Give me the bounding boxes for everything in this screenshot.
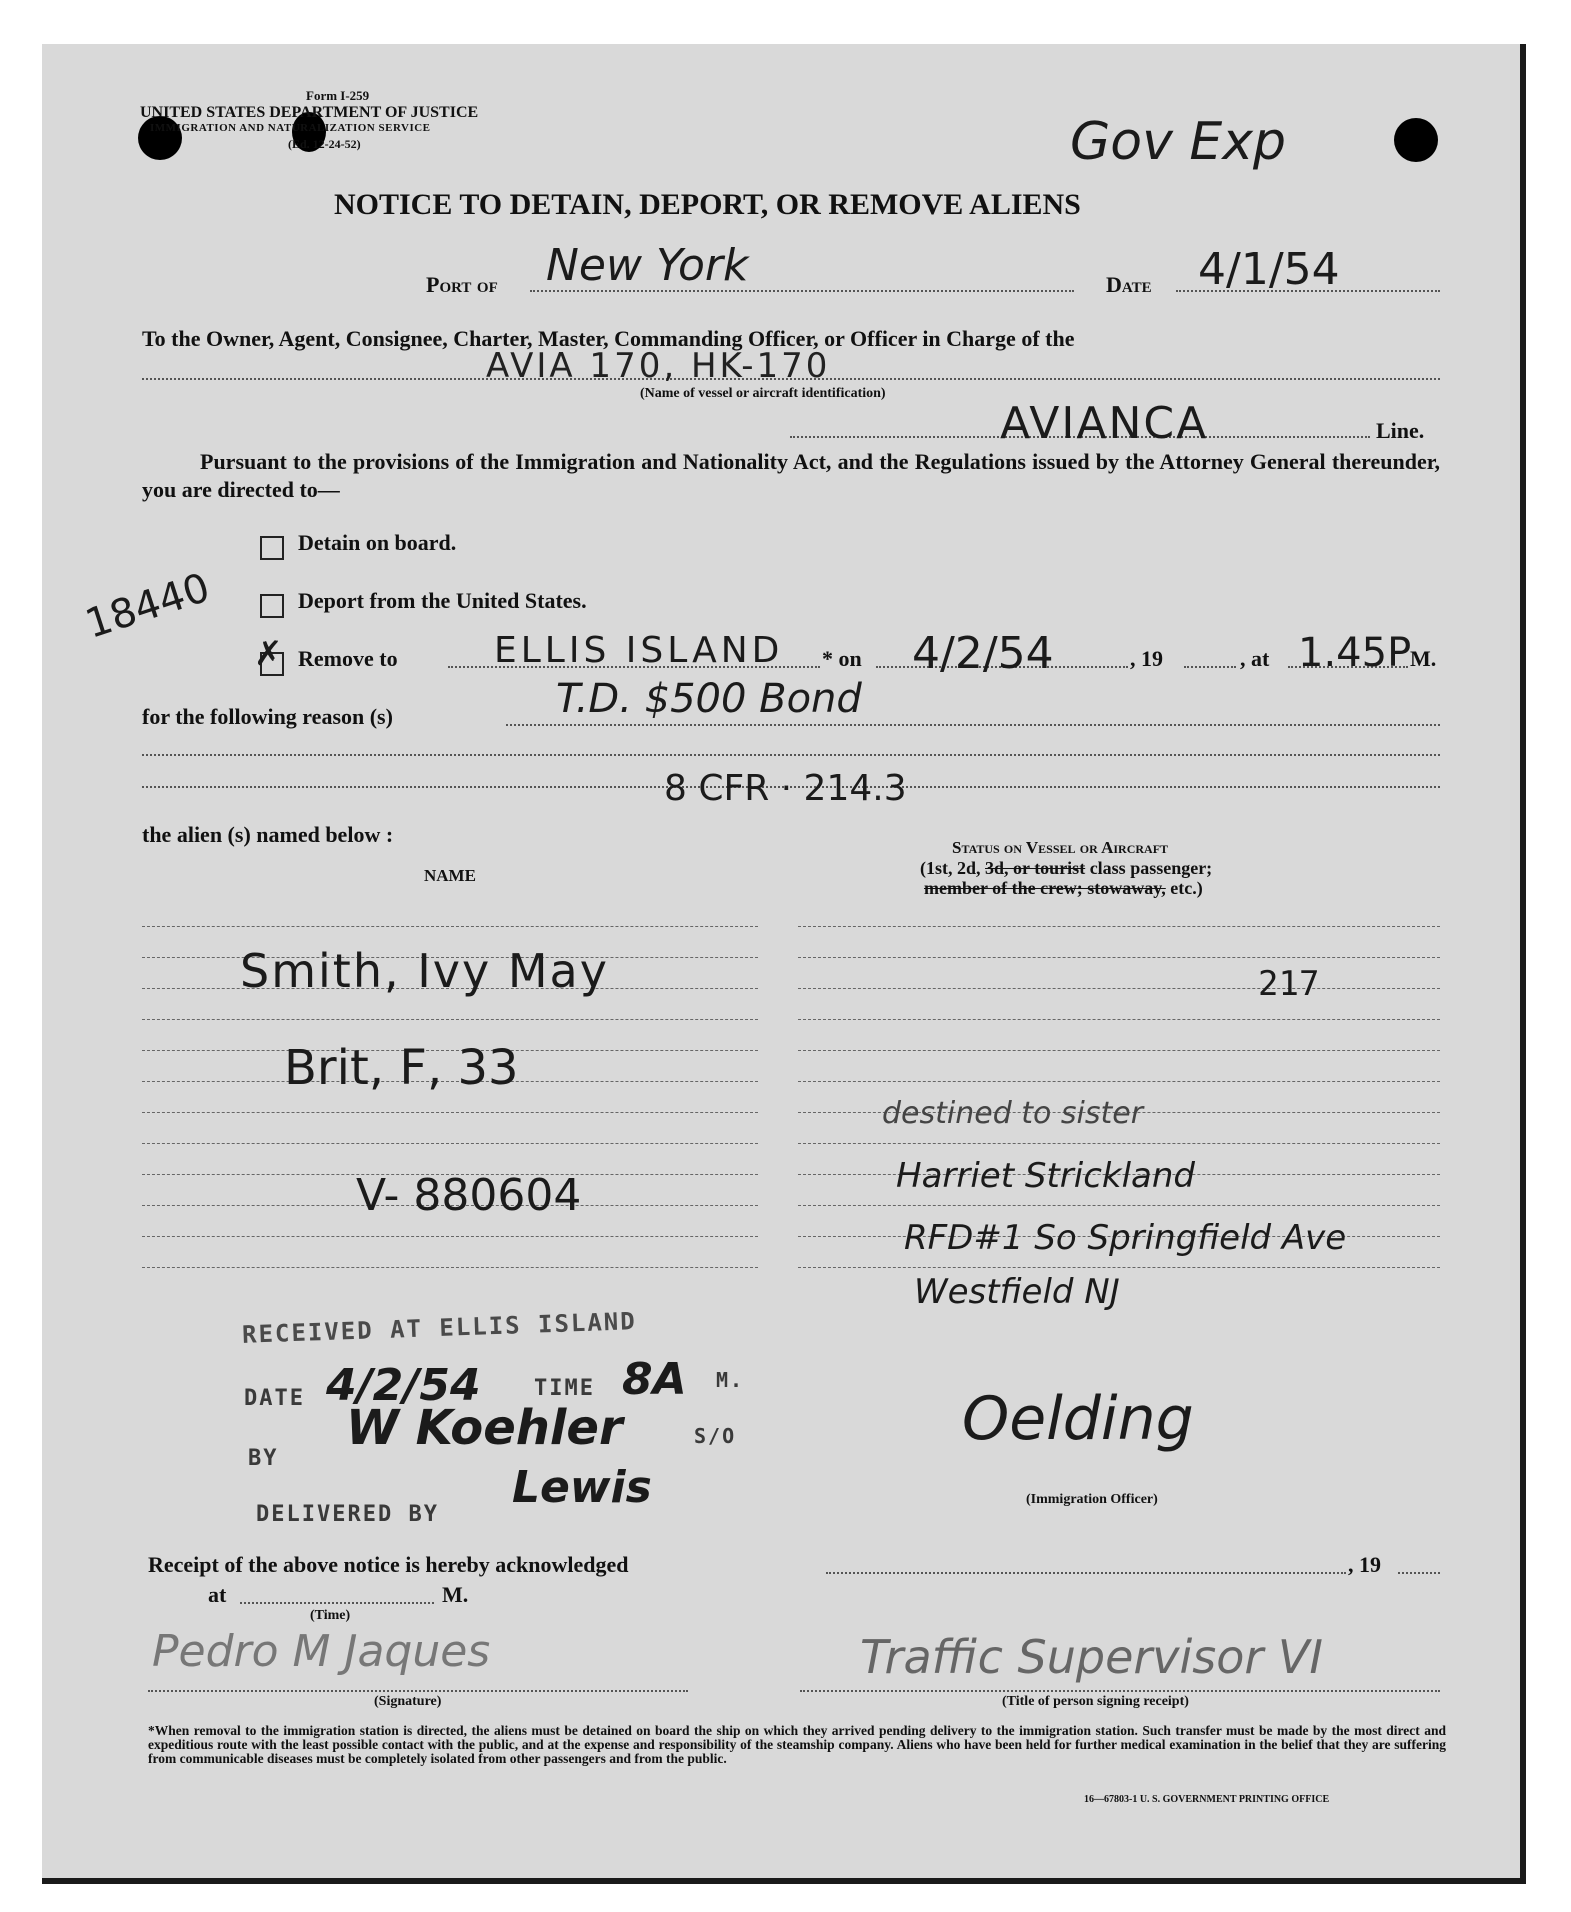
- rule-right: [798, 1143, 1440, 1144]
- remove-at-label: , at: [1240, 646, 1270, 671]
- rule-right: [798, 988, 1440, 989]
- alien-info[interactable]: Brit, F, 33: [284, 1040, 519, 1096]
- rule-right: [798, 1019, 1440, 1020]
- rule-right: [798, 926, 1440, 927]
- rule-left: [142, 1236, 758, 1237]
- vessel-value[interactable]: AVIA 170, HK-170: [486, 346, 831, 386]
- port-label: Port of: [426, 272, 498, 297]
- line-suffix: Line.: [1376, 418, 1425, 443]
- receipt-year: , 19: [1348, 1552, 1381, 1577]
- status-header-l3-pre: member of the crew: [924, 878, 1077, 898]
- margin-note: 18440: [80, 564, 216, 648]
- alien-name[interactable]: Smith, Ivy May: [240, 944, 609, 998]
- status-header-line2: [920, 858, 1212, 879]
- rule-right: [798, 957, 1440, 958]
- status-header-l3-strike: ; stowaway,: [1076, 878, 1166, 898]
- reason-line-2: [142, 754, 1440, 756]
- reason-line-1: [506, 724, 1440, 726]
- rule-left: [142, 1267, 758, 1268]
- date-value[interactable]: 4/1/54: [1198, 244, 1340, 295]
- rule-left: [142, 1019, 758, 1020]
- remove-destination[interactable]: ELLIS ISLAND: [494, 630, 784, 671]
- detain-checkbox[interactable]: [260, 536, 284, 560]
- rule-right: [798, 1205, 1440, 1206]
- received-time-value[interactable]: 8A: [622, 1354, 687, 1405]
- alien-address-3[interactable]: RFD#1 So Springfield Ave: [904, 1218, 1347, 1258]
- deport-checkbox[interactable]: [260, 594, 284, 618]
- receipt-signature-line: [148, 1690, 688, 1692]
- status-header-line1: Status on Vessel or Aircraft: [952, 838, 1169, 857]
- alien-status[interactable]: 217: [1258, 964, 1320, 1004]
- rule-right: [798, 1267, 1440, 1268]
- year-line: [1184, 666, 1236, 668]
- remove-on-label: * on: [822, 646, 862, 671]
- alien-address-4[interactable]: Westfield NJ: [914, 1272, 1120, 1312]
- alien-address-2[interactable]: Harriet Strickland: [896, 1156, 1195, 1196]
- date-label: Date: [1106, 272, 1152, 297]
- reason-value-1[interactable]: T.D. $500 Bond: [556, 676, 862, 722]
- department-line: UNITED STATES DEPARTMENT OF JUSTICE: [140, 104, 479, 121]
- received-date-value[interactable]: 4/2/54: [326, 1360, 481, 1411]
- punch-hole-right: [1394, 118, 1438, 162]
- form-title: NOTICE TO DETAIN, DEPORT, OR REMOVE ALIENS: [334, 188, 1081, 221]
- pursuant-text: Pursuant to the provisions of the Immigration and Nationality Act, and the Regulations issued by the Attorney General thereunder, you are directed to—: [142, 449, 1440, 502]
- port-value[interactable]: New York: [546, 240, 749, 291]
- aliens-label: the alien (s) named below :: [142, 822, 394, 847]
- receipt-m: M.: [442, 1582, 469, 1607]
- line-value[interactable]: AVIANCA: [1000, 398, 1209, 449]
- status-header-l2-pre: (1st, 2d,: [920, 858, 986, 878]
- receipt-year-line: [1398, 1572, 1440, 1574]
- receipt-title-caption: (Title of person signing receipt): [1002, 1694, 1189, 1709]
- received-date-label: DATE: [244, 1386, 305, 1411]
- receipt-time-caption: (Time): [310, 1608, 351, 1623]
- remove-time[interactable]: 1.45P: [1298, 630, 1412, 676]
- receipt-signature[interactable]: Pedro M Jaques: [152, 1626, 491, 1677]
- received-time-label: TIME: [534, 1376, 595, 1401]
- remove-check-mark: ✗: [254, 634, 283, 674]
- receipt-date-line: [826, 1572, 1346, 1574]
- printer-note: 16—67803-1 U. S. GOVERNMENT PRINTING OFFICE: [1084, 1794, 1330, 1805]
- alien-address-1[interactable]: destined to sister: [882, 1096, 1144, 1131]
- status-header-l3-post: etc.): [1165, 878, 1203, 898]
- status-header-l2-post: class passenger;: [1085, 858, 1213, 878]
- remove-on-date[interactable]: 4/2/54: [912, 628, 1054, 679]
- receipt-title-line: [800, 1690, 1440, 1692]
- receipt-title[interactable]: Traffic Supervisor VI: [860, 1630, 1323, 1684]
- remove-year-label: , 19: [1130, 646, 1163, 671]
- vessel-caption: (Name of vessel or aircraft identification): [640, 386, 886, 401]
- received-by-label: BY: [248, 1446, 279, 1471]
- received-m-label: M.: [716, 1368, 745, 1392]
- delivered-value[interactable]: Lewis: [512, 1462, 652, 1513]
- detain-label: Detain on board.: [298, 530, 457, 555]
- remove-m-label: M.: [1410, 646, 1437, 671]
- officer-signature[interactable]: Oelding: [962, 1384, 1194, 1454]
- rule-left: [142, 926, 758, 927]
- receipt-time-line: [240, 1602, 434, 1604]
- reason-value-2[interactable]: 8 CFR · 214.3: [664, 768, 907, 809]
- to-line: To the Owner, Agent, Consignee, Charter, Master, Commanding Officer, or Officer in Charge of the: [142, 326, 1075, 351]
- received-heading: RECEIVED AT ELLIS ISLAND: [241, 1307, 638, 1349]
- receipt-signature-caption: (Signature): [374, 1694, 442, 1709]
- footnote: *When removal to the immigration station is directed, the aliens must be detained on board the ship on which they arrived pending delivery to the immigration station. Such transfer must be made by the most direct and expeditious route with the least possible contact with the public, and at the expense and responsibility of the steamship company. Aliens who have been held for further medical examination in the belief that they are suffering from communicable diseases must be completely isolated from other passengers and from the public.: [148, 1723, 1446, 1766]
- rule-left: [142, 1112, 758, 1113]
- alien-number[interactable]: V- 880604: [356, 1170, 582, 1221]
- receipt-text: Receipt of the above notice is hereby acknowledged: [148, 1552, 629, 1577]
- status-header-l2-strike: 3d, or tourist: [985, 858, 1086, 878]
- received-by-value[interactable]: W Koehler: [346, 1400, 623, 1456]
- name-header: NAME: [424, 866, 476, 885]
- status-header-line3: [924, 878, 1203, 899]
- rule-right: [798, 1081, 1440, 1082]
- received-so-label: S/O: [694, 1424, 737, 1448]
- form-number: Form I-259: [306, 88, 370, 103]
- deport-label: Deport from the United States.: [298, 588, 587, 613]
- rule-right: [798, 1050, 1440, 1051]
- form-edition: (Ed. 12-24-52): [288, 137, 361, 151]
- receipt-at: at: [208, 1582, 227, 1607]
- reason-label: for the following reason (s): [142, 704, 393, 729]
- service-line: IMMIGRATION AND NATURALIZATION SERVICE: [150, 122, 431, 134]
- corner-note: Gov Exp: [1070, 112, 1287, 172]
- delivered-label: DELIVERED BY: [256, 1502, 439, 1527]
- officer-caption: (Immigration Officer): [1026, 1492, 1158, 1507]
- remove-label: Remove to: [298, 646, 398, 671]
- rule-left: [142, 1143, 758, 1144]
